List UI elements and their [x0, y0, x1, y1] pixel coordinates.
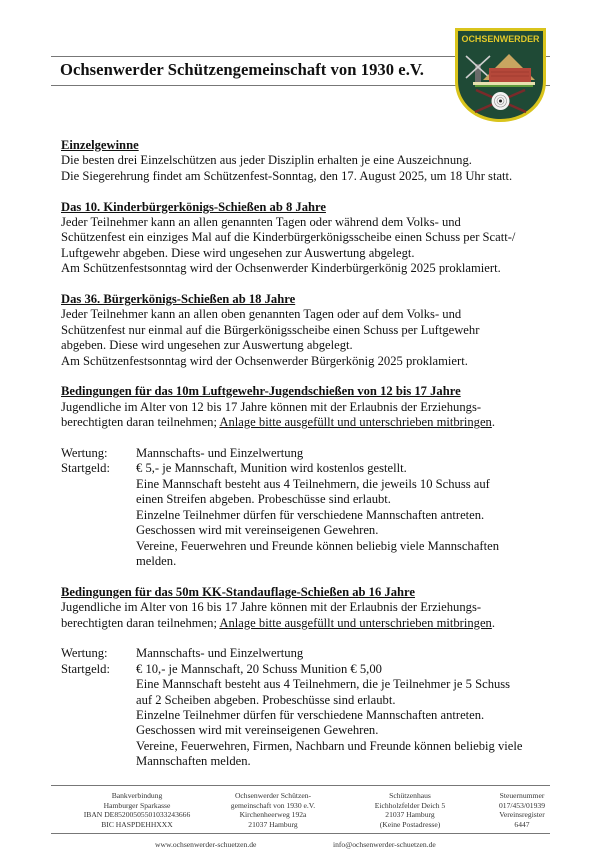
- text-line: € 5,- je Mannschaft, Munition wird kostenlos gestellt.: [136, 461, 407, 476]
- text-fragment: berechtigten daran teilnehmen;: [61, 615, 220, 630]
- footer-line: BIC HASPDEHHXXX: [101, 819, 173, 829]
- document-body: [61, 138, 541, 785]
- text-line: melden.: [136, 553, 177, 568]
- wertung-value: Mannschafts- und Einzelwertung: [136, 446, 304, 461]
- text-line: Jugendliche im Alter von 16 bis 17 Jahre können mit der Erlaubnis der Erziehungs-: [61, 600, 482, 615]
- wertung-row: [61, 446, 541, 461]
- club-logo: [453, 26, 548, 124]
- email-link[interactable]: info@ochsenwerder-schuetzen.de: [333, 840, 436, 849]
- text-line: Mannschaften melden.: [136, 754, 251, 769]
- startgeld-row: [61, 461, 541, 569]
- footer-line: Bankverbindung: [111, 791, 163, 800]
- page-title: Ochsenwerder Schützengemeinschaft von 1930 e.V.: [60, 60, 425, 79]
- text-line: [61, 616, 541, 631]
- footer-line: gemeinschaft von 1930 e.V.: [230, 800, 316, 810]
- text-line: abgeben. Diese wird ungesehen zur Auswertung abgelegt.: [61, 338, 353, 353]
- text-line: Am Schützenfestsonntag wird der Ochsenwerder Bürgerkönig 2025 proklamiert.: [61, 353, 468, 368]
- footer-rule-top: [51, 785, 550, 786]
- text-line: Am Schützenfestsonntag wird der Ochsenwerder Kinderbürgerkönig 2025 proklamiert.: [61, 261, 501, 276]
- footer-tax: [482, 791, 562, 829]
- footer-line: Schützenhaus: [389, 791, 431, 800]
- text-line: Vereine, Feuerwehren, Firmen, Nachbarn und Freunde können beliebig viele: [136, 738, 523, 753]
- text-line: Schützenfest ein einziges Mal auf die Kinderbürgerkönigsscheibe einen Schuss per Scatt-/: [61, 230, 516, 245]
- footer-line: 21037 Hamburg: [385, 810, 435, 820]
- text-line: Jeder Teilnehmer kann an allen genannten Tagen oder während dem Volks- und: [61, 215, 461, 230]
- website-link[interactable]: www.ochsenwerder-schuetzen.de: [155, 840, 257, 849]
- footer-line: 21037 Hamburg: [248, 819, 298, 829]
- footer-line: 017/453/01939: [499, 800, 545, 810]
- text-fragment: berechtigten daran teilnehmen;: [61, 415, 220, 430]
- text-line: Jugendliche im Alter von 12 bis 17 Jahre können mit der Erlaubnis der Erziehungs-: [61, 399, 482, 414]
- text-line: Geschossen wird mit vereinseigenen Gewehren.: [136, 523, 379, 538]
- text-line: Eine Mannschaft besteht aus 4 Teilnehmern, die jeweils 10 Schuss auf: [136, 476, 490, 491]
- section-heading: Das 10. Kinderbürgerkönigs-Schießen ab 8 Jahre: [61, 199, 326, 214]
- footer-line: Kirchenheerweg 192a: [239, 810, 307, 820]
- footer-line: Eichholzfelder Deich 5: [374, 800, 446, 810]
- startgeld-value: [136, 461, 541, 569]
- footer-address: [218, 791, 328, 829]
- logo-text: OCHSENWERDER: [461, 34, 540, 44]
- section-kk-50m: [61, 585, 541, 770]
- text-fragment: .: [491, 615, 496, 630]
- text-line: Die Siegerehrung findet am Schützenfest-Sonntag, den 17. August 2025, um 18 Uhr statt.: [61, 168, 513, 183]
- text-line: Einzelne Teilnehmer dürfen für verschiedene Mannschaften antreten.: [136, 507, 485, 522]
- text-line: Eine Mannschaft besteht aus 4 Teilnehmern, die je Teilnehmer je 5 Schuss: [136, 677, 511, 692]
- text-line: einen Streifen abgeben. Probeschüsse sind erlaubt.: [136, 492, 391, 507]
- footer-line: Hamburger Sparkasse: [103, 800, 171, 810]
- footer-rule-bottom: [51, 833, 550, 834]
- target-icon: [492, 92, 510, 110]
- wertung-label: Wertung:: [61, 446, 108, 461]
- section-buergerkoenig: [61, 292, 541, 369]
- wertung-label: Wertung:: [61, 646, 108, 661]
- wertung-value: Mannschafts- und Einzelwertung: [136, 646, 304, 661]
- text-line: auf 2 Scheiben abgeben. Probeschüsse sind erlaubt.: [136, 692, 396, 707]
- footer-bank: [67, 791, 207, 829]
- startgeld-label: Startgeld:: [61, 461, 110, 476]
- footer-line: 6447: [514, 819, 530, 829]
- text-line: Vereine, Feuerwehren und Freunde können beliebig viele Mannschaften: [136, 538, 499, 553]
- text-line: Schützenfest nur einmal auf die Bürgerkönigsscheibe einen Schuss per Luftgewehr: [61, 322, 480, 337]
- text-fragment: .: [491, 415, 496, 430]
- footer-line: IBAN DE85200505501033243666: [83, 810, 191, 820]
- section-heading: Bedingungen für das 10m Luftgewehr-Jugendschießen von 12 bis 17 Jahre: [61, 384, 461, 399]
- text-line: Die besten drei Einzelschützen aus jeder Disziplin erhalten je eine Auszeichnung.: [61, 153, 472, 168]
- text-line: Jeder Teilnehmer kann an allen oben genannten Tagen oder auf dem Volks- und: [61, 307, 462, 322]
- section-heading: Bedingungen für das 50m KK-Standauflage-Schießen ab 16 Jahre: [61, 584, 415, 599]
- text-line: Einzelne Teilnehmer dürfen für verschiedene Mannschaften antreten.: [136, 707, 485, 722]
- section-kinderbuergerkoenig: [61, 200, 541, 277]
- startgeld-row: [61, 662, 541, 770]
- section-heading: Einzelgewinne: [61, 138, 139, 152]
- section-einzelgewinne: [61, 138, 541, 184]
- text-line: Luftgewehr abgeben. Diese wird ungesehen zur Auswertung abgelegt.: [61, 245, 415, 260]
- footer-schuetzenhaus: [360, 791, 460, 829]
- attachment-note: Anlage bitte ausgefüllt und unterschrieben mitbringen: [219, 615, 492, 630]
- footer-line: Vereinsregister: [499, 810, 545, 820]
- startgeld-label: Startgeld:: [61, 661, 110, 676]
- text-line: € 10,- je Mannschaft, 20 Schuss Munition € 5,00: [136, 661, 382, 676]
- section-jugend-10m: [61, 384, 541, 569]
- footer-line: Steuernummer: [499, 791, 545, 800]
- wertung-row: [61, 646, 541, 661]
- footer-line: Ochsenwerder Schützen-: [234, 791, 312, 800]
- text-line: Geschossen wird mit vereinseigenen Gewehren.: [136, 723, 379, 738]
- section-heading: Das 36. Bürgerkönigs-Schießen ab 18 Jahre: [61, 292, 296, 307]
- footer-line: (Keine Postadresse): [379, 819, 441, 829]
- startgeld-value: [136, 662, 541, 770]
- attachment-note: Anlage bitte ausgefüllt und unterschrieben mitbringen: [219, 415, 492, 430]
- text-line: [61, 415, 541, 430]
